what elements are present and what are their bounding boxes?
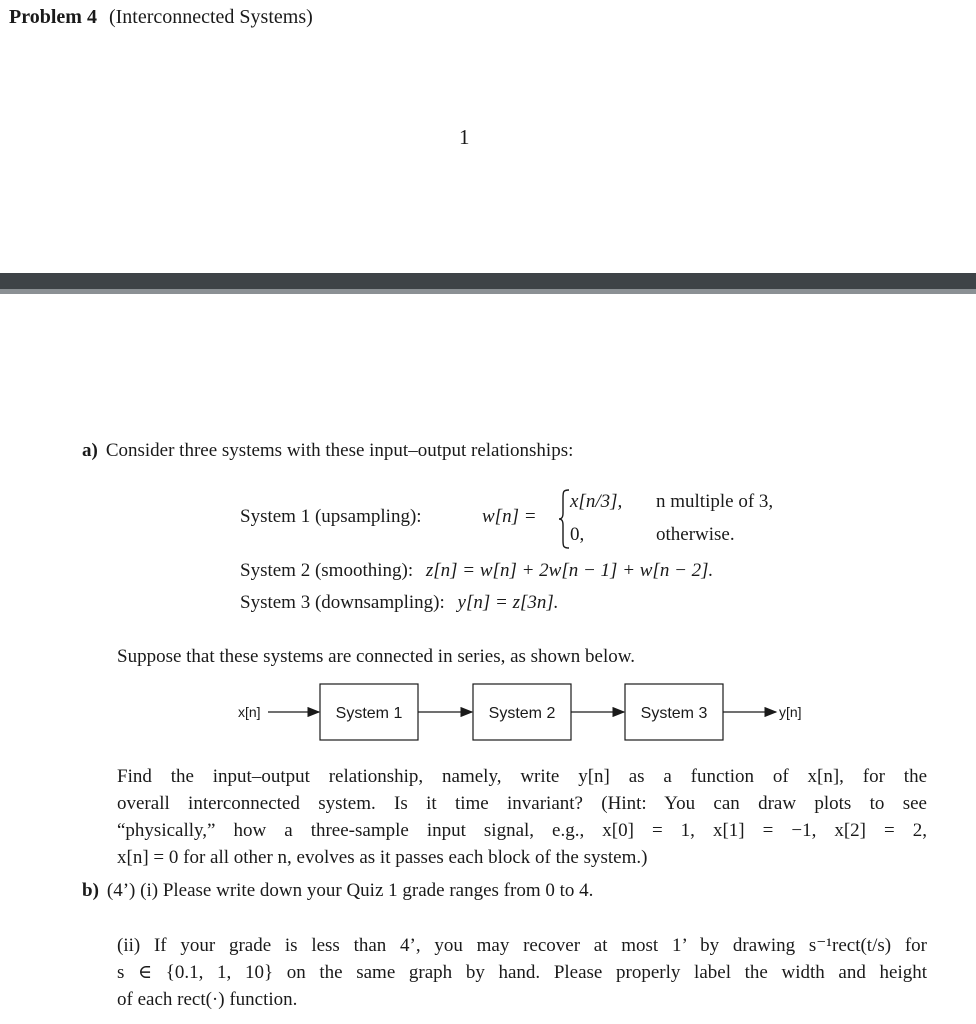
system1-case1-cond: n multiple of 3, bbox=[656, 491, 774, 512]
page-number: 1 bbox=[459, 125, 470, 149]
part-a-label: a) bbox=[82, 440, 98, 461]
part-b-ii-paragraph bbox=[117, 932, 927, 1013]
block-diagram bbox=[230, 682, 810, 744]
system3-name: System 3 (downsampling): bbox=[240, 592, 445, 613]
cases-brace-icon bbox=[558, 488, 570, 550]
find-paragraph bbox=[117, 763, 927, 871]
system1-case2-expr: 0, bbox=[570, 524, 585, 545]
page-divider bbox=[0, 273, 976, 294]
system2-block-label: System 2 bbox=[488, 705, 556, 722]
page-divider-light-band bbox=[0, 289, 976, 294]
problem-label: Problem 4 bbox=[9, 6, 97, 28]
suppose-text: Suppose that these systems are connected in series, as shown below. bbox=[117, 646, 635, 667]
part-b-ii-line-2: s ∈ {0.1, 1, 10} on the same graph by hand. Please properly label the width and height bbox=[117, 962, 927, 983]
find-line-3: “physically,” how a three-sample input signal, e.g., x[0] = 1, x[1] = −1, x[2] = 2, bbox=[117, 820, 927, 841]
system3-block-label: System 3 bbox=[640, 705, 708, 722]
part-b-heading bbox=[82, 880, 593, 902]
diagram-input-label: x[n] bbox=[238, 704, 261, 720]
problem-title: (Interconnected Systems) bbox=[108, 6, 313, 28]
system3-line bbox=[240, 592, 559, 614]
part-a-intro: Consider three systems with these input–output relationships: bbox=[105, 440, 574, 461]
system3-eq: y[n] = z[3n]. bbox=[457, 592, 559, 613]
system1-case2-cond: otherwise. bbox=[656, 524, 735, 545]
part-b-label: b) bbox=[82, 880, 99, 901]
system1-case1-expr: x[n/3], bbox=[570, 491, 623, 512]
part-b-ii-line-1: (ii) If your grade is less than 4’, you may recover at most 1’ by drawing s⁻¹rect(t/s) for bbox=[117, 935, 927, 956]
problem-heading bbox=[9, 6, 313, 29]
page-divider-dark-band bbox=[0, 273, 976, 289]
system2-name: System 2 (smoothing): bbox=[240, 560, 414, 581]
system1-block-label: System 1 bbox=[335, 705, 403, 722]
part-b-line1: (4’) (i) Please write down your Quiz 1 grade ranges from 0 to 4. bbox=[106, 880, 594, 901]
find-line-1: Find the input–output relationship, namely, write y[n] as a function of x[n], for the bbox=[117, 766, 927, 787]
system1-lhs: w[n] = bbox=[482, 506, 537, 527]
find-line-4: x[n] = 0 for all other n, evolves as it passes each block of the system.) bbox=[117, 847, 648, 868]
system1-name: System 1 (upsampling): bbox=[240, 506, 422, 527]
part-a-heading bbox=[82, 440, 573, 462]
part-b-ii-line-3: of each rect(·) function. bbox=[117, 989, 298, 1010]
system2-line bbox=[240, 560, 713, 582]
find-line-2: overall interconnected system. Is it time invariant? (Hint: You can draw plots to see bbox=[117, 793, 927, 814]
diagram-output-label: y[n] bbox=[779, 704, 802, 720]
system2-eq: z[n] = w[n] + 2w[n − 1] + w[n − 2]. bbox=[425, 560, 714, 581]
